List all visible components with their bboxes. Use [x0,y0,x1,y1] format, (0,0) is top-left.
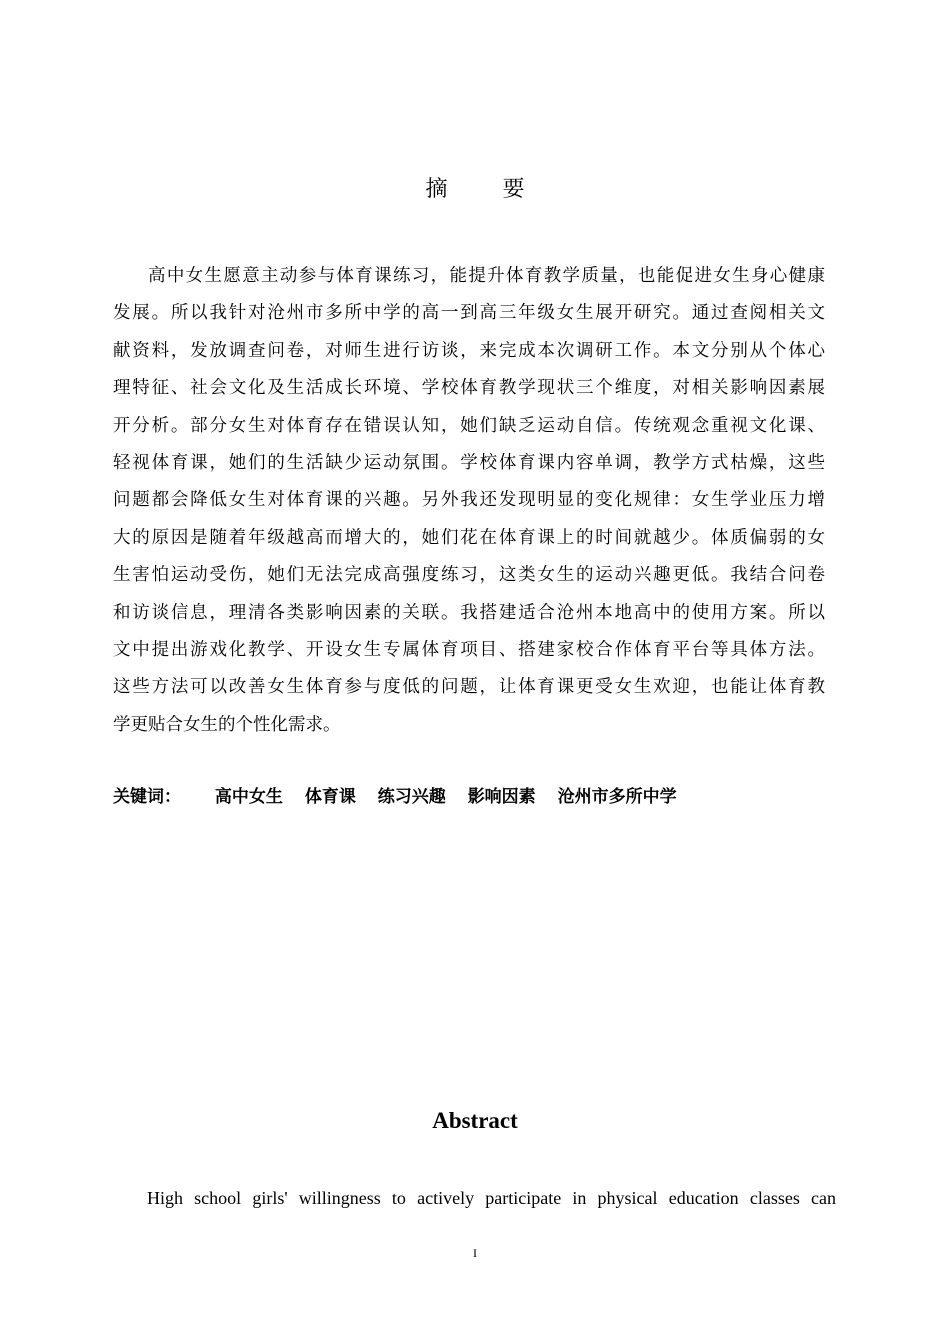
abstract-line: 学更贴合女生的个性化需求。 [113,714,341,735]
keyword: 高中女生 [214,787,283,807]
english-abstract-first-line: High school girls' willingness to actively participate in physical education classes can [147,1188,836,1208]
keyword: 练习兴趣 [377,787,446,807]
english-abstract-title: Abstract [432,1108,518,1133]
keyword: 影响因素 [467,787,536,807]
chinese-abstract-body [113,258,825,744]
abstract-line: 开分析。部分女生对体育存在错误认知，她们缺乏运动自信。传统观念重视文化课、 [113,415,825,436]
abstract-line: 献资料，发放调查问卷，对师生进行访谈，来完成本次调研工作。本文分别从个体心 [113,340,825,361]
keywords-label: 关键词： [113,787,181,807]
abstract-line: 文中提出游戏化教学、开设女生专属体育项目、搭建家校合作体育平台等具体方法。 [113,640,825,661]
keywords-row [113,780,825,814]
abstract-line: 这些方法可以改善女生体育参与度低的问题，让体育课更受女生欢迎，也能让体育教 [113,677,825,698]
abstract-line: 和访谈信息，理清各类影响因素的关联。我搭建适合沧州本地高中的使用方案。所以 [113,602,825,623]
abstract-line: 问题都会降低女生对体育课的兴趣。另外我还发现明显的变化规律：女生学业压力增 [113,490,825,511]
abstract-line: 理特征、社会文化及生活成长环境、学校体育教学现状三个维度，对相关影响因素展 [113,378,825,399]
keyword: 沧州市多所中学 [557,787,677,807]
page-number: I [473,1246,477,1260]
chinese-abstract-title: 摘 要 [425,177,549,202]
abstract-line: 大的原因是随着年级越高而增大的，她们花在体育课上的时间就越少。体质偏弱的女 [113,527,825,548]
abstract-line: 高中女生愿意主动参与体育课练习，能提升体育教学质量，也能促进女生身心健康 [148,266,825,286]
abstract-line: 发展。所以我针对沧州市多所中学的高一到高三年级女生展开研究。通过查阅相关文 [113,303,825,324]
keyword: 体育课 [304,787,356,807]
abstract-line: 轻视体育课，她们的生活缺少运动氛围。学校体育课内容单调，教学方式枯燥，这些 [113,453,825,474]
abstract-line: 生害怕运动受伤，她们无法完成高强度练习，这类女生的运动兴趣更低。我结合问卷 [113,565,825,586]
